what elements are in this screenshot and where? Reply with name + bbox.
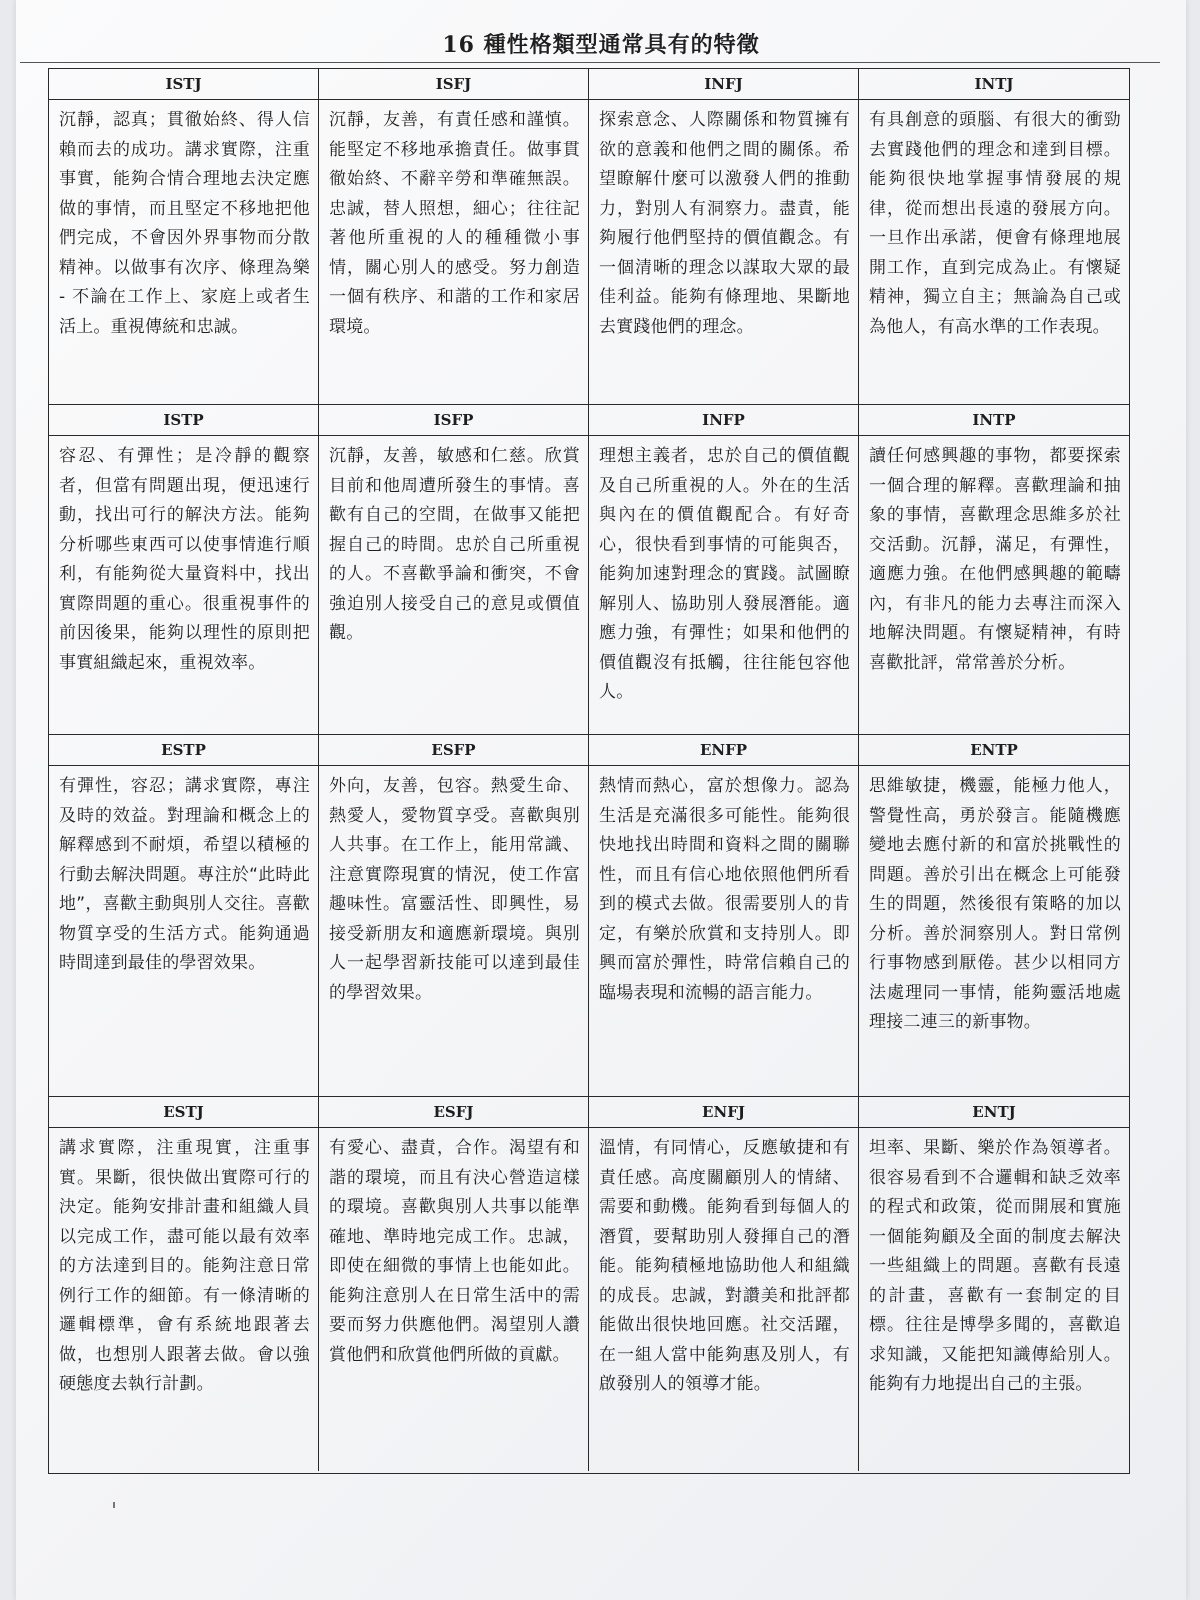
- type-description: 外向，友善，包容。熱愛生命、熱愛人，愛物質享受。喜歡與別人共事。在工作上，能用常識、注意實際現實的情況，使工作富趣味性。富靈活性、即興性，易接受新朋友和適應新環境。與別人一起學習新技能可以達到最佳的學習效果。: [329, 776, 580, 1003]
- title-underline: [20, 62, 1160, 63]
- type-description: 沉靜，友善，有責任感和謹慎。能堅定不移地承擔責任。做事貫徹始終、不辭辛勞和準確無誤。忠誠，替人照想，細心；往往記著他所重視的人的種種微小事情，關心別人的感受。努力創造一個有秩序、和諧的工作和家居環境。: [329, 110, 580, 337]
- type-code: ISFP: [319, 405, 588, 436]
- type-description: 容忍、有彈性；是冷靜的觀察者，但當有問題出現，便迅速行動，找出可行的解決方法。能夠分析哪些東西可以使事情進行順利，有能夠從大量資料中，找出實際問題的重心。很重視事件的前因後果，能夠以理性的原則把事實組織起來，重視效率。: [59, 446, 310, 673]
- type-code: ENTP: [859, 735, 1129, 766]
- type-code: ESFJ: [319, 1097, 588, 1128]
- type-cell-esfp: [319, 735, 589, 1097]
- type-cell-esfj: [319, 1097, 589, 1471]
- type-cell-isfp: [319, 405, 589, 735]
- type-description: 熱情而熱心，富於想像力。認為生活是充滿很多可能性。能夠很快地找出時間和資料之間的關聯性，而且有信心地依照他們所看到的模式去做。很需要別人的肯定，有樂於欣賞和支持別人。即興而富於彈性，時常信賴自己的臨場表現和流暢的語言能力。: [599, 776, 850, 1003]
- type-code: ENTJ: [859, 1097, 1129, 1128]
- type-cell-infj: [589, 69, 859, 405]
- type-cell-entj: [859, 1097, 1129, 1471]
- type-code: ISFJ: [319, 69, 588, 100]
- paper-speck: [113, 1502, 115, 1508]
- type-code: INTJ: [859, 69, 1129, 100]
- type-cell-infp: [589, 405, 859, 735]
- page-title: 16 種性格類型通常具有的特徵: [442, 32, 760, 58]
- type-description: 有彈性，容忍；講求實際，專注及時的效益。對理論和概念上的解釋感到不耐煩，希望以積極的行動去解決問題。專注於“此時此地”，喜歡主動與別人交往。喜歡物質享受的生活方式。能夠通過時間達到最佳的學習效果。: [59, 776, 310, 973]
- type-description: 理想主義者，忠於自己的價值觀及自己所重視的人。外在的生活與內在的價值觀配合。有好奇心，很快看到事情的可能與否，能夠加速對理念的實踐。試圖瞭解別人、協助別人發展潛能。適應力強，有彈性；如果和他們的價值觀沒有抵觸，往往能包容他人。: [599, 446, 850, 702]
- type-cell-estp: [49, 735, 319, 1097]
- type-code: ENFP: [589, 735, 858, 766]
- type-code: ESTP: [49, 735, 318, 766]
- type-description: 講求實際，注重現實，注重事實。果斷，很快做出實際可行的決定。能夠安排計畫和組織人員以完成工作，盡可能以最有效率的方法達到目的。能夠注意日常例行工作的細節。有一條清晰的邏輯標準，會有系統地跟著去做，也想別人跟著去做。會以強硬態度去執行計劃。: [59, 1138, 310, 1394]
- type-cell-enfp: [589, 735, 859, 1097]
- type-code: ISTP: [49, 405, 318, 436]
- type-description: 讀任何感興趣的事物，都要探索一個合理的解釋。喜歡理論和抽象的事情，喜歡理念思維多於社交活動。沉靜，滿足，有彈性，適應力強。在他們感興趣的範疇內，有非凡的能力去專注而深入地解決問題。有懷疑精神，有時喜歡批評，常常善於分析。: [869, 446, 1121, 673]
- type-cell-enfj: [589, 1097, 859, 1471]
- type-code: INTP: [859, 405, 1129, 436]
- type-description: 有愛心、盡責，合作。渴望有和諧的環境，而且有決心營造這樣的環境。喜歡與別人共事以能準確地、準時地完成工作。忠誠，即使在細微的事情上也能如此。能夠注意別人在日常生活中的需要而努力供應他們。渴望別人讚賞他們和欣賞他們所做的貢獻。: [329, 1138, 580, 1365]
- type-description: 沉靜，認真；貫徹始終、得人信賴而去的成功。講求實際，注重事實，能夠合情合理地去決定應做的事情，而且堅定不移地把他們完成，不會因外界事物而分散精神。以做事有次序、條理為樂 - 不論在工作上、家庭上或者生活上。重視傳統和忠誠。: [59, 110, 310, 337]
- type-cell-intj: [859, 69, 1129, 405]
- type-cell-estj: [49, 1097, 319, 1471]
- document-page: [16, 0, 1186, 1600]
- type-cell-istj: [49, 69, 319, 405]
- type-cell-entp: [859, 735, 1129, 1097]
- type-code: ENFJ: [589, 1097, 858, 1128]
- type-code: ESFP: [319, 735, 588, 766]
- type-description: 探索意念、人際關係和物質擁有欲的意義和他們之間的關係。希望瞭解什麼可以激發人們的推動力，對別人有洞察力。盡責，能夠履行他們堅持的價值觀念。有一個清晰的理念以謀取大眾的最佳利益。能夠有條理地、果斷地去實踐他們的理念。: [599, 110, 850, 337]
- type-cell-intp: [859, 405, 1129, 735]
- type-code: ISTJ: [49, 69, 318, 100]
- type-cell-isfj: [319, 69, 589, 405]
- type-description: 溫情，有同情心，反應敏捷和有責任感。高度關顧別人的情緒、需要和動機。能夠看到每個人的潛質，要幫助別人發揮自己的潛能。能夠積極地協助他人和組織的成長。忠誠，對讚美和批評都能做出很快地回應。社交活躍，在一組人當中能夠惠及別人，有啟發別人的領導才能。: [599, 1138, 850, 1394]
- type-description: 坦率、果斷、樂於作為領導者。很容易看到不合邏輯和缺乏效率的程式和政策，從而開展和實施一個能夠顧及全面的制度去解決一些組織上的問題。喜歡有長遠的計畫，喜歡有一套制定的目標。往往是博學多聞的，喜歡追求知識，又能把知識傳給別人。能夠有力地提出自己的主張。: [869, 1138, 1121, 1394]
- personality-types-table: [48, 68, 1130, 1474]
- type-description: 沉靜，友善，敏感和仁慈。欣賞目前和他周遭所發生的事情。喜歡有自己的空間，在做事又能把握自己的時間。忠於自己所重視的人。不喜歡爭論和衝突，不會強迫別人接受自己的意見或價值觀。: [329, 446, 580, 643]
- type-description: 有具創意的頭腦、有很大的衝勁去實踐他們的理念和達到目標。能夠很快地掌握事情發展的規律，從而想出長遠的發展方向。一旦作出承諾，便會有條理地展開工作，直到完成為止。有懷疑精神，獨立自主；無論為自己或為他人，有高水準的工作表現。: [869, 110, 1121, 337]
- type-description: 思維敏捷，機靈，能極力他人，警覺性高，勇於發言。能隨機應變地去應付新的和富於挑戰性的問題。善於引出在概念上可能發生的問題，然後很有策略的加以分析。善於洞察別人。對日常例行事物感到厭倦。甚少以相同方法處理同一事情，能夠靈活地處理接二連三的新事物。: [869, 776, 1121, 1032]
- type-cell-istp: [49, 405, 319, 735]
- type-code: INFJ: [589, 69, 858, 100]
- type-code: INFP: [589, 405, 858, 436]
- type-code: ESTJ: [49, 1097, 318, 1128]
